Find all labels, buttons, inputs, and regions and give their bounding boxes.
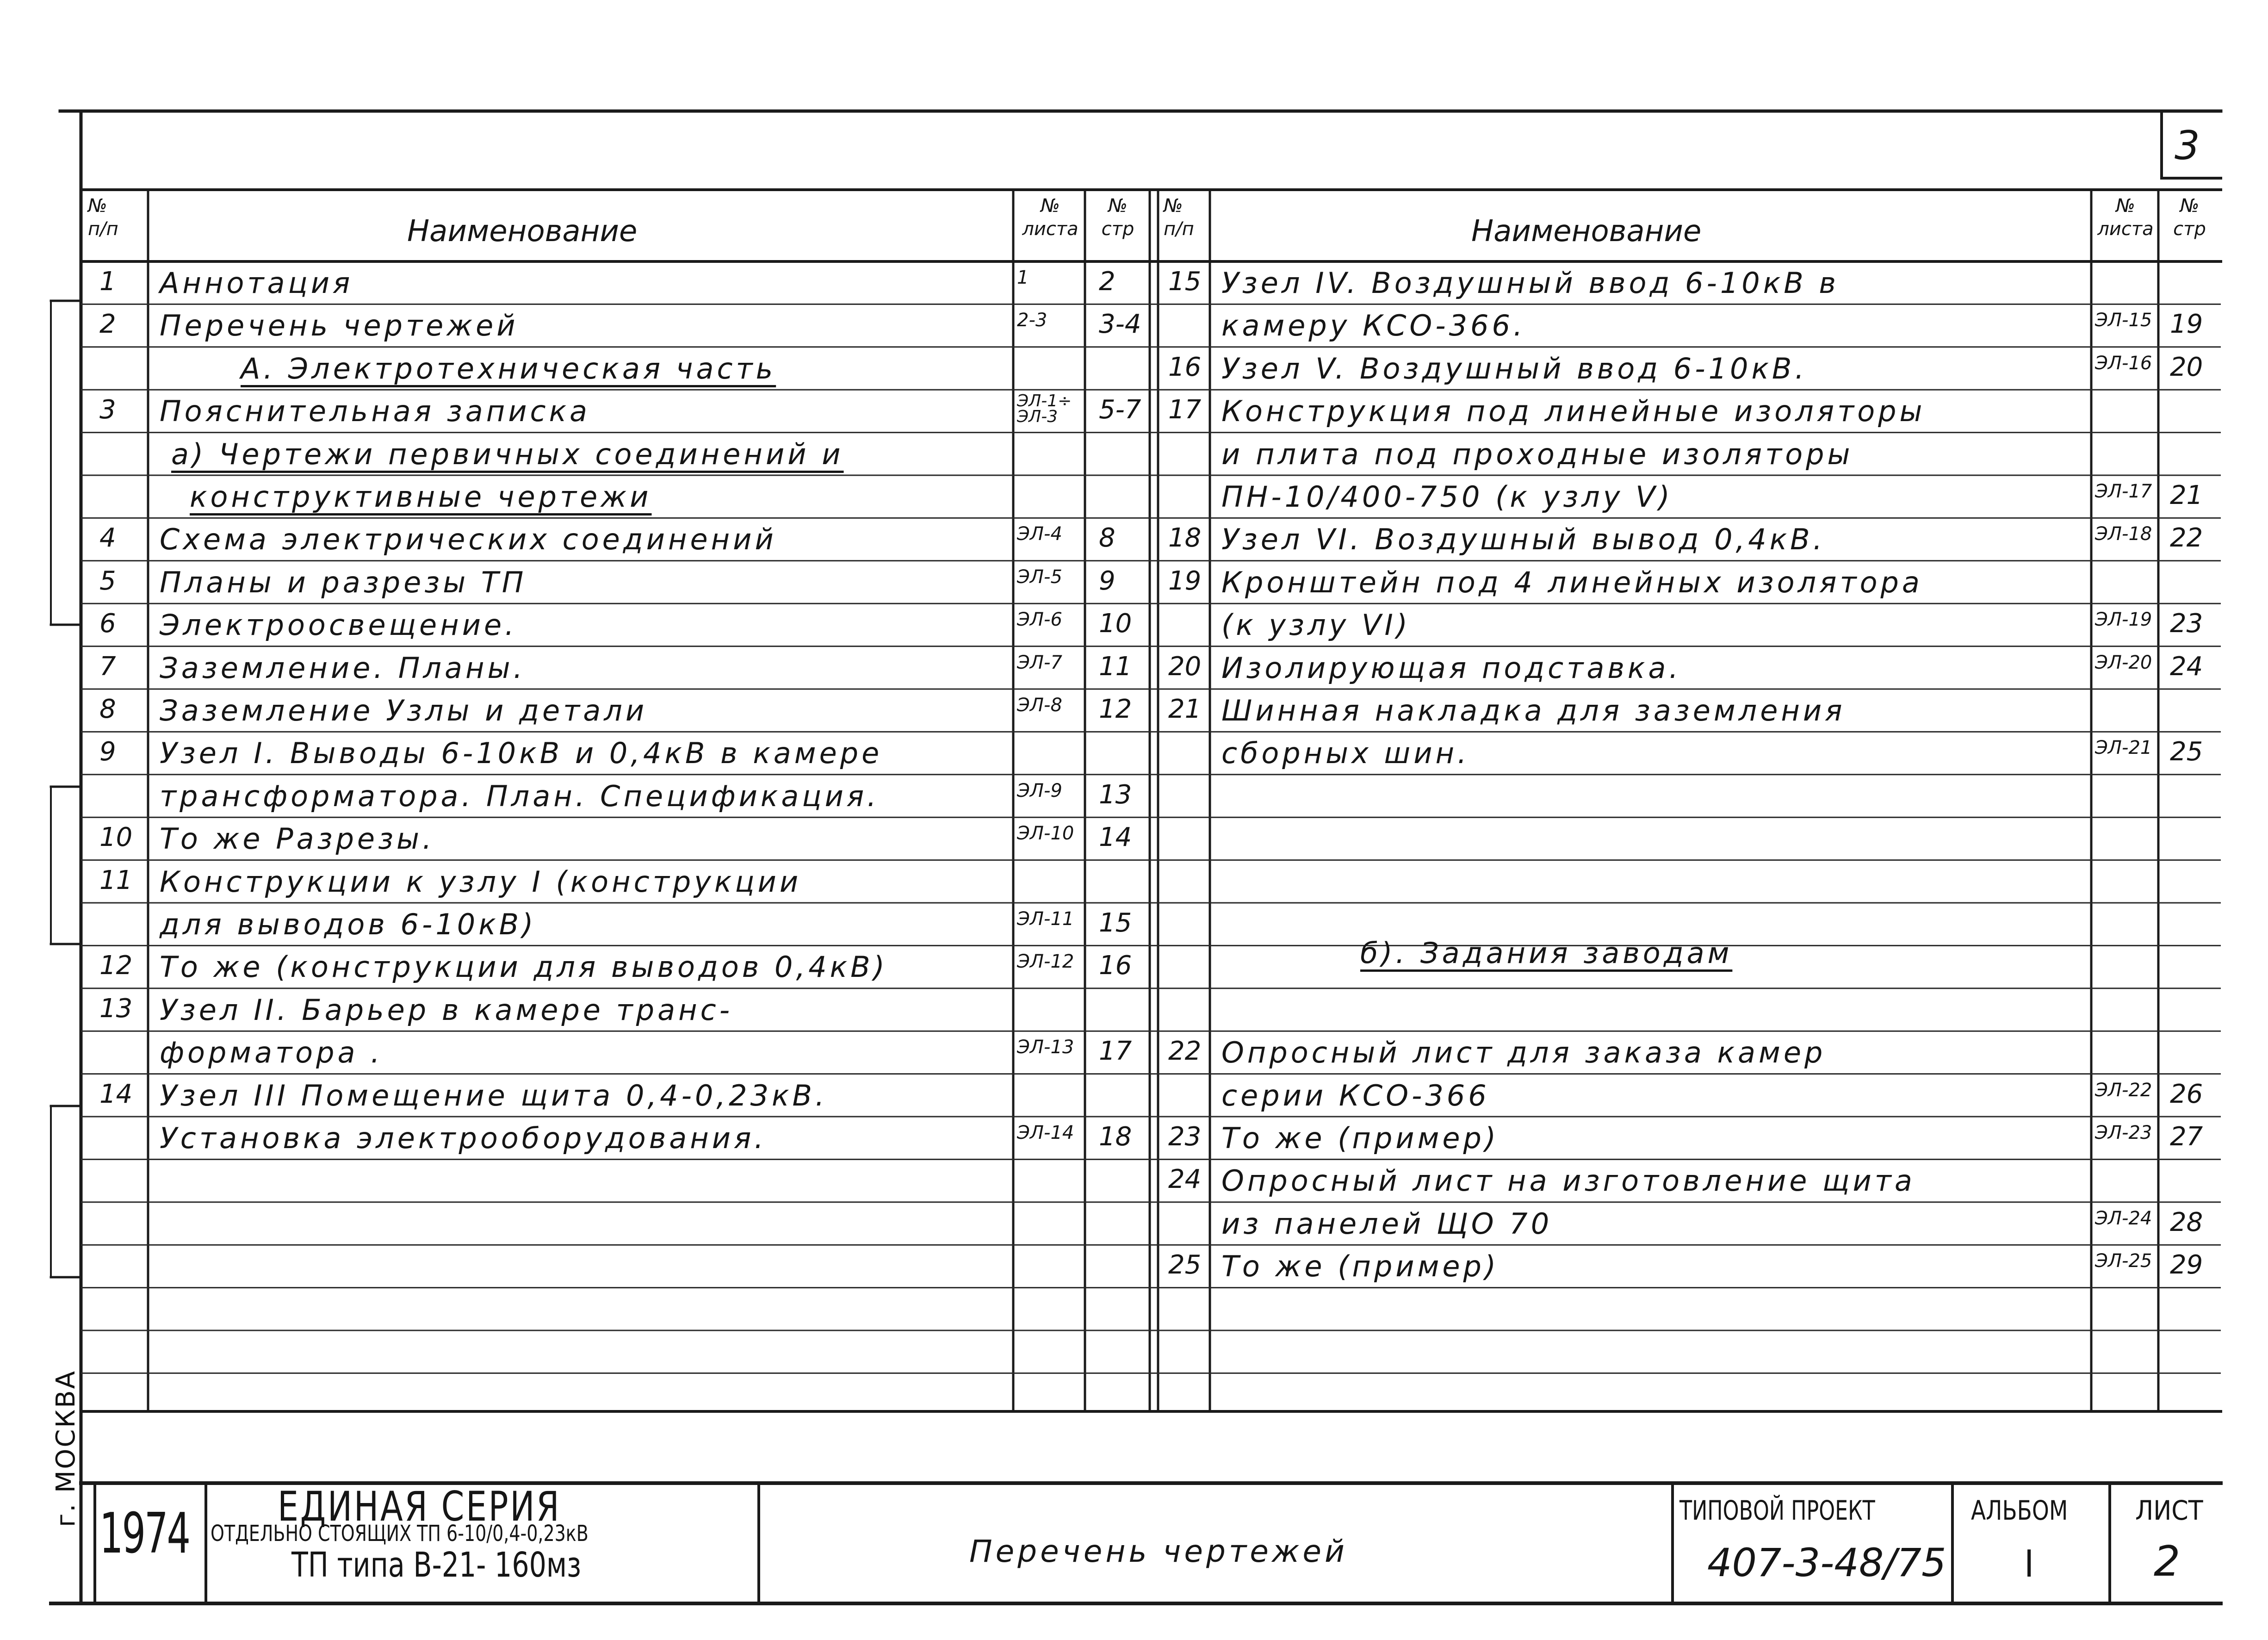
row-name: Заземление Узлы и детали	[160, 694, 648, 727]
row-name: Перечень чертежей	[160, 309, 519, 343]
row-name: Конструкция под линейные изоляторы	[1221, 394, 1926, 429]
row-number: 18	[1168, 523, 1202, 553]
row-sheet: ЭЛ-14	[1017, 1122, 1074, 1143]
row-name: Аннотация	[160, 266, 353, 300]
row-page: 11	[1099, 651, 1132, 682]
row-name: Опросный лист для заказа камер	[1221, 1036, 1826, 1070]
row-page: 19	[2170, 309, 2203, 340]
row-sheet: ЭЛ-25	[2095, 1250, 2152, 1272]
row-page: 5-7	[1099, 395, 1141, 425]
row-name: Планы и разрезы ТП	[160, 565, 527, 599]
row-name: Узел III Помещение щита 0,4-0,23кВ.	[160, 1078, 828, 1112]
row-name: То же (пример)	[1221, 1249, 1500, 1284]
row-sheet: ЭЛ-8	[1017, 695, 1062, 716]
row-name: Электроосвещение.	[160, 608, 517, 642]
row-sheet: ЭЛ-9	[1017, 780, 1062, 801]
row-number: 12	[99, 950, 133, 981]
row-page: 27	[2170, 1122, 2203, 1152]
row-name: а) Чертежи первичных соединений и	[171, 437, 844, 471]
row-page: 10	[1099, 609, 1132, 639]
row-sheet: ЭЛ-22	[2095, 1079, 2152, 1101]
header-page-left: № стр	[1101, 195, 1134, 240]
header-sheet-right: № листа	[2097, 195, 2154, 240]
row-number: 1	[99, 267, 116, 297]
row-sheet: ЭЛ-19	[2095, 609, 2152, 631]
row-sheet: ЭЛ-4	[1017, 523, 1062, 545]
row-sheet: ЭЛ-15	[2095, 310, 2152, 331]
row-page: 21	[2170, 480, 2203, 510]
row-sheet: ЭЛ-24	[2095, 1207, 2152, 1229]
row-name: Узел IV. Воздушный ввод 6-10кВ в	[1221, 266, 1839, 300]
row-number: 25	[1168, 1250, 1202, 1280]
row-page: 23	[2170, 609, 2203, 639]
row-name: Шинная накладка для заземления	[1221, 694, 1846, 727]
row-number: 10	[99, 822, 133, 853]
row-page: 2	[1099, 267, 1115, 297]
row-name: и плита под проходные изоляторы	[1221, 437, 1853, 471]
row-number: 23	[1168, 1122, 1202, 1152]
row-number: 15	[1168, 267, 1202, 297]
row-sheet: 1	[1017, 267, 1029, 288]
row-sheet: 2-3	[1017, 310, 1047, 331]
series-line3: ТП типа В-21- 160мз	[291, 1545, 582, 1585]
row-number: 3	[99, 395, 116, 425]
row-name: форматора .	[160, 1036, 383, 1070]
header-num-right: № п/п	[1164, 195, 1194, 240]
row-name: Узел VI. Воздушный вывод 0,4кВ.	[1221, 522, 1826, 557]
row-sheet: ЭЛ-20	[2095, 652, 2152, 673]
row-number: 16	[1168, 352, 1202, 382]
sheet-label: ЛИСТ	[2135, 1495, 2203, 1526]
row-number: 21	[1168, 694, 1202, 724]
row-number: 5	[99, 565, 116, 596]
row-name: А. Электротехническая часть	[241, 351, 776, 385]
header-sheet-left: № листа	[1022, 195, 1078, 240]
row-page: 24	[2170, 651, 2203, 682]
row-sheet: ЭЛ-6	[1017, 609, 1062, 631]
header-name-left: Наименование	[407, 214, 638, 248]
row-sheet: ЭЛ-23	[2095, 1122, 2152, 1143]
row-name: То же Разрезы.	[160, 822, 435, 856]
header-page-right: № стр	[2173, 195, 2206, 240]
album-value: I	[2024, 1542, 2034, 1585]
row-sheet: ЭЛ-7	[1017, 652, 1062, 673]
row-name: То же (конструкции для выводов 0,4кВ)	[160, 950, 888, 984]
row-name: трансформатора. План. Спецификация.	[160, 779, 880, 813]
row-page: 26	[2170, 1079, 2203, 1109]
row-name: То же (пример)	[1221, 1121, 1500, 1155]
row-page: 13	[1099, 779, 1132, 810]
series-line2: ОТДЕЛЬНО СТОЯЩИХ ТП 6-10/0,4-0,23кВ	[211, 1521, 589, 1547]
row-page: 8	[1099, 523, 1115, 553]
row-name: сборных шин.	[1221, 736, 1470, 770]
row-sheet: ЭЛ-13	[1017, 1037, 1074, 1058]
row-name: Изолирующая подставка.	[1221, 651, 1682, 685]
row-page: 9	[1099, 565, 1115, 596]
row-name: серии КСО-366	[1221, 1078, 1490, 1112]
row-page: 12	[1099, 694, 1132, 724]
row-number: 24	[1168, 1164, 1202, 1195]
row-page: 14	[1099, 822, 1132, 853]
row-name: (к узлу VI)	[1221, 608, 1411, 642]
row-name: Конструкции к узлу I (конструкции	[160, 864, 802, 899]
row-name: из панелей ЩО 70	[1221, 1206, 1553, 1241]
row-page: 22	[2170, 523, 2203, 553]
sheet-value: 2	[2154, 1537, 2181, 1586]
project-label: ТИПОВОЙ ПРОЕКТ	[1679, 1495, 1875, 1526]
row-name: Схема электрических соединений	[160, 522, 777, 557]
row-number: 6	[99, 609, 116, 639]
row-name: Кронштейн под 4 линейных изолятора	[1221, 565, 1923, 599]
row-number: 11	[99, 865, 133, 895]
row-sheet: ЭЛ-11	[1017, 908, 1074, 930]
series-title: ЕДИНАЯ СЕРИЯ	[278, 1483, 561, 1530]
row-sheet: ЭЛ-18	[2095, 523, 2152, 545]
row-page: 28	[2170, 1207, 2203, 1237]
row-sheet: ЭЛ-5	[1017, 566, 1062, 588]
project-number: 407-3-48/75	[1707, 1540, 1946, 1585]
row-number: 7	[99, 651, 116, 682]
row-page: 29	[2170, 1250, 2203, 1280]
row-name: б). Задания заводам	[1360, 936, 1733, 970]
row-number: 14	[99, 1079, 133, 1109]
row-number: 4	[99, 523, 116, 553]
row-name: Узел II. Барьер в камере транс-	[160, 993, 733, 1027]
row-sheet: ЭЛ-17	[2095, 481, 2152, 502]
header-num-left: № п/п	[88, 195, 118, 240]
row-page: 17	[1099, 1036, 1132, 1067]
row-sheet: ЭЛ-21	[2095, 737, 2152, 759]
row-name: Заземление. Планы.	[160, 651, 526, 685]
row-name: для выводов 6-10кВ)	[160, 907, 537, 941]
album-label: АЛЬБОМ	[1971, 1495, 2068, 1526]
row-name: Установка электрооборудования.	[160, 1121, 767, 1155]
row-name: камеру КСО-366.	[1221, 309, 1526, 343]
row-sheet: ЭЛ-16	[2095, 352, 2152, 374]
row-page: 20	[2170, 352, 2203, 382]
row-number: 8	[99, 694, 116, 724]
sheet-corner-number: 3	[2175, 123, 2200, 169]
row-number: 2	[99, 309, 116, 340]
drawing-name: Перечень чертежей	[969, 1534, 1348, 1569]
row-name: ПН-10/400-750 (к узлу V)	[1221, 480, 1673, 514]
row-number: 22	[1168, 1036, 1202, 1067]
row-name: конструктивные чертежи	[190, 480, 652, 514]
row-page: 15	[1099, 908, 1132, 938]
row-sheet: ЭЛ-1÷ ЭЛ-3	[1017, 391, 1072, 427]
row-name: Опросный лист на изготовление щита	[1221, 1164, 1915, 1198]
row-page: 18	[1099, 1122, 1132, 1152]
row-page: 25	[2170, 737, 2203, 767]
row-page: 16	[1099, 950, 1132, 981]
row-page: 3-4	[1099, 309, 1141, 340]
row-number: 20	[1168, 651, 1202, 682]
row-sheet: ЭЛ-12	[1017, 951, 1074, 973]
row-sheet: ЭЛ-10	[1017, 823, 1074, 845]
row-number: 13	[99, 993, 133, 1024]
title-year: 1974	[99, 1502, 190, 1566]
header-name-right: Наименование	[1471, 214, 1702, 248]
row-number: 9	[99, 737, 116, 767]
row-name: Узел V. Воздушный ввод 6-10кВ.	[1221, 351, 1808, 385]
row-number: 19	[1168, 565, 1202, 596]
side-stamp: г. МОСКВА	[51, 1369, 81, 1527]
row-name: Пояснительная записка	[160, 394, 591, 429]
row-number: 17	[1168, 395, 1202, 425]
row-name: Узел I. Выводы 6-10кВ и 0,4кВ в камере	[160, 736, 883, 770]
